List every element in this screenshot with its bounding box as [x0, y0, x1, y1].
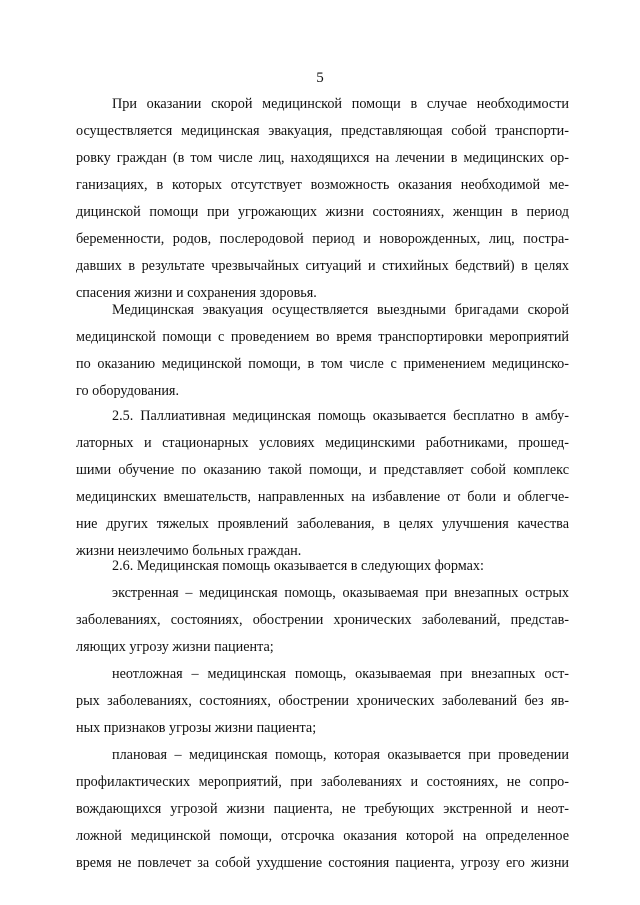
text-line: ляющих угрозу жизни пациента; [76, 639, 274, 655]
text-line: ных признаков угрозы жизни пациента; [76, 720, 317, 736]
text-line: экстренная – медицинская помощь, оказываемая при внезапных острых [112, 585, 569, 601]
text-line: При оказании скорой медицинской помощи в случае необходимости [112, 96, 569, 112]
text-line: ние других тяжелых проявлений заболевания, в целях улучшения качества [76, 516, 569, 532]
text-line: медицинских вмешательств, направленных на избавление от боли и облегче- [76, 489, 569, 505]
text-line: жизни неизлечимо больных граждан. [76, 543, 302, 559]
page-number: 5 [316, 70, 324, 86]
text-line: шими обучение по оказанию такой помощи, и представляет собой комплекс [76, 462, 569, 478]
text-line: профилактических мероприятий, при заболеваниях и состояниях, не сопро- [76, 774, 569, 790]
text-line: ровку граждан (в том числе лиц, находящихся на лечении в медицинских ор- [76, 150, 569, 166]
text-line: медицинской помощи с проведением во время транспортировки мероприятий [76, 329, 569, 345]
text-line: 2.6. Медицинская помощь оказывается в следующих формах: [112, 558, 484, 574]
text-line: вождающихся угрозой жизни пациента, не требующих экстренной и неот- [76, 801, 569, 817]
text-line: беременности, родов, послеродовой период и новорожденных, лиц, постра- [76, 231, 569, 247]
text-line: время не повлечет за собой ухудшение состояния пациента, угрозу его жизни [76, 855, 569, 871]
text-line: заболеваниях, состояниях, обострении хронических заболеваний, представ- [76, 612, 569, 628]
text-line: Медицинская эвакуация осуществляется выездными бригадами скорой [112, 302, 569, 318]
text-line: ложной медицинской помощи, отсрочка оказания которой на определенное [76, 828, 569, 844]
text-line: 2.5. Паллиативная медицинская помощь оказывается бесплатно в амбу- [112, 408, 569, 424]
text-line: осуществляется медицинская эвакуация, представляющая собой транспорти- [76, 123, 569, 139]
text-line: ганизациях, в которых отсутствует возможность оказания необходимой ме- [76, 177, 569, 193]
text-line: по оказанию медицинской помощи, в том числе с применением медицинско- [76, 356, 569, 372]
text-line: давших в результате чрезвычайных ситуаций и стихийных бедствий) в целях [76, 258, 569, 274]
text-line: латорных и стационарных условиях медицинскими работниками, прошед- [76, 435, 569, 451]
text-line: рых заболеваниях, состояниях, обострении хронических заболеваний без яв- [76, 693, 569, 709]
text-line: неотложная – медицинская помощь, оказываемая при внезапных ост- [112, 666, 569, 682]
text-line: спасения жизни и сохранения здоровья. [76, 285, 317, 301]
text-line: плановая – медицинская помощь, которая оказывается при проведении [112, 747, 569, 763]
text-line: дицинской помощи при угрожающих жизни состояниях, женщин в период [76, 204, 569, 220]
text-line: го оборудования. [76, 383, 179, 399]
